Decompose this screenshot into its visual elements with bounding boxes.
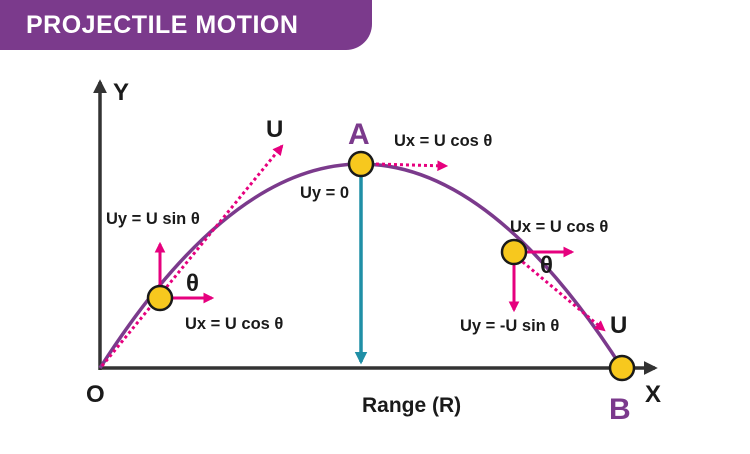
launch-point <box>148 286 172 310</box>
landing-point <box>610 356 634 380</box>
origin-label: O <box>86 381 105 408</box>
launch-angle-label: θ <box>186 270 199 297</box>
apex-point <box>349 152 373 176</box>
launch-velocity-label: U <box>266 116 284 143</box>
launch-uy-label: Uy = U sin θ <box>106 210 200 228</box>
x-axis-label: X <box>645 381 662 408</box>
descent-angle-label: θ <box>540 252 553 279</box>
page-title: PROJECTILE MOTION <box>26 10 299 39</box>
descent-velocity-label: U <box>610 312 628 339</box>
range-label: Range (R) <box>362 394 462 417</box>
apex-point-label: A <box>348 118 370 151</box>
launch-velocity-arrow <box>102 146 282 366</box>
descent-ux-label: Ux = U cos θ <box>510 218 609 236</box>
landing-point-label: B <box>609 393 631 426</box>
launch-ux-label: Ux = U cos θ <box>185 315 284 333</box>
descent-uy-label: Uy = -U sin θ <box>460 317 560 335</box>
apex-uy-label: Uy = 0 <box>300 184 350 202</box>
apex-ux-label: Ux = U cos θ <box>394 132 493 150</box>
y-axis-label: Y <box>113 79 130 106</box>
descent-point <box>502 240 526 264</box>
